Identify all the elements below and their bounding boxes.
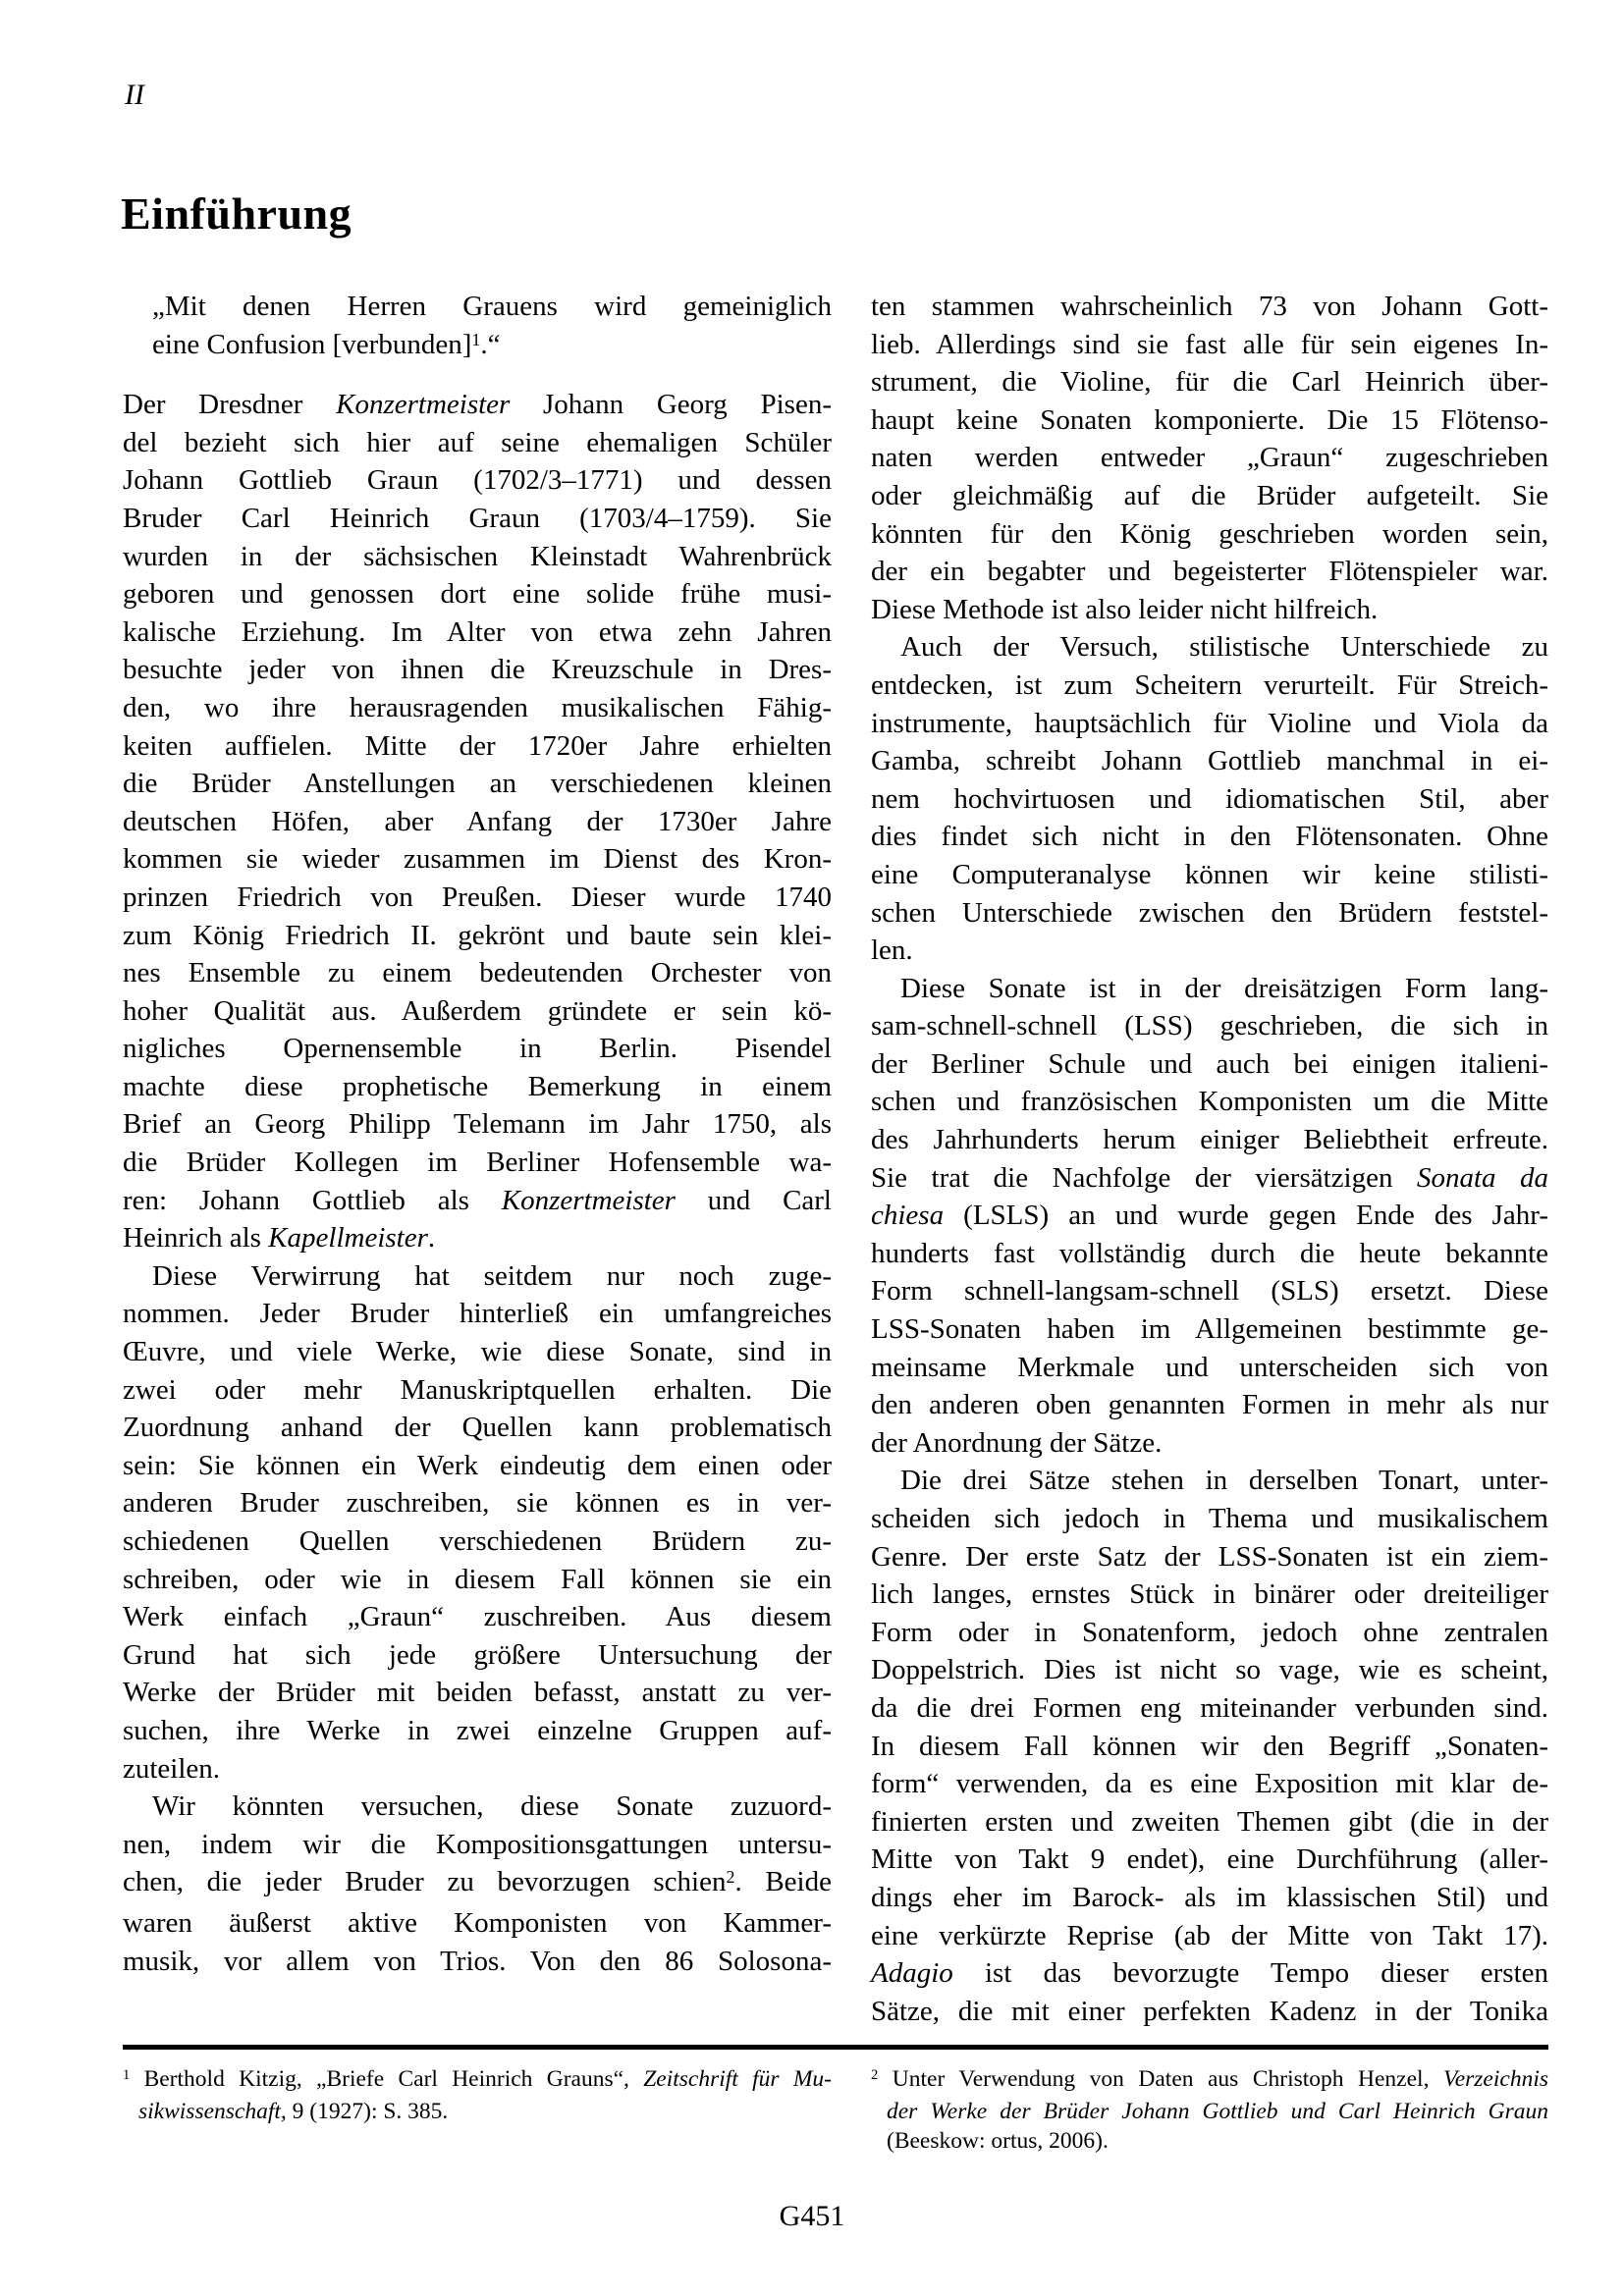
text-line	[871, 1045, 1548, 1084]
text-run: schen und französischen Komponisten um die Mitte	[871, 1086, 1548, 1118]
text-line	[871, 932, 1548, 970]
text-line	[871, 1728, 1548, 1766]
text-run: (Beeskow: ortus, 2006).	[887, 2128, 1109, 2154]
text-run: Zeitschrift für Mu-	[643, 2066, 832, 2092]
text-line	[123, 954, 832, 992]
text-run: Die drei Sätze stehen in derselben Tonart, unter-	[900, 1465, 1548, 1497]
text-run: nem hochvirtuosen und idiomatischen Stil, aber	[871, 782, 1548, 815]
text-line	[871, 1614, 1548, 1652]
text-line	[123, 461, 832, 500]
text-run: del bezieht sich hier auf seine ehemaligen Schüler	[123, 426, 832, 458]
text-line	[871, 970, 1548, 1008]
text-run: In diesem Fall können wir den Begriff „Sonaten-	[871, 1730, 1548, 1762]
text-line	[123, 1333, 832, 1371]
text-run: (LSLS) an und wurde gegen Ende des Jahr-	[944, 1200, 1548, 1232]
text-line	[123, 424, 832, 462]
footnote-ref: 2	[871, 2067, 879, 2084]
text-run: zuteilen.	[123, 1752, 221, 1785]
text-run: keiten auffielen. Mitte der 1720er Jahre erhielten	[123, 729, 832, 762]
text-run: der Anordnung der Sätze.	[871, 1426, 1163, 1459]
text-run: Johann Gottlieb Graun (1702/3–1771) und dessen	[123, 464, 832, 497]
text-line	[123, 1522, 832, 1561]
text-line	[123, 1788, 832, 1826]
text-run: waren äußerst aktive Komponisten von Kammer-	[123, 1906, 832, 1939]
text-line	[123, 575, 832, 614]
text-run: Gamba, schreibt Johann Gottlieb manchmal in ei-	[871, 745, 1548, 777]
text-line	[871, 1500, 1548, 1538]
text-run: Johann Georg Pisen-	[510, 389, 832, 421]
text-line	[871, 1879, 1548, 1917]
text-line	[123, 288, 832, 326]
text-line	[123, 326, 832, 367]
text-line	[123, 538, 832, 576]
text-run: Unter Verwendung von Daten aus Christoph Henzel,	[878, 2066, 1443, 2092]
footnotes	[123, 2064, 1548, 2156]
footnote-ref: 2	[726, 1867, 735, 1888]
text-run: sikwissenschaft,	[138, 2099, 287, 2124]
left-column	[123, 288, 832, 2030]
text-run: ist das bevorzugte Tempo dieser ersten	[952, 1957, 1548, 1990]
text-line	[871, 1803, 1548, 1842]
text-run: Adagio	[871, 1957, 953, 1990]
text-line	[123, 1636, 832, 1675]
text-run: 9 (1927): S. 385.	[286, 2099, 449, 2124]
right-column	[871, 288, 1548, 2030]
text-run: Sätze, die mit einer perfekten Kadenz in der Tonika	[871, 1995, 1548, 2027]
text-run: Grund hat sich jede größere Untersuchung der	[123, 1638, 832, 1671]
text-run: LSS-Sonaten haben im Allgemeinen bestimmte ge-	[871, 1313, 1548, 1346]
text-run: Verzeichnis	[1442, 2066, 1548, 2092]
text-line	[871, 2126, 1548, 2156]
text-line	[871, 363, 1548, 401]
text-run: haupt keine Sonaten komponierte. Die 15 Flötenso-	[871, 403, 1548, 436]
text-run: Bruder Carl Heinrich Graun (1703/4–1759). Sie	[123, 502, 832, 534]
text-line	[871, 1121, 1548, 1159]
text-line	[123, 614, 832, 652]
text-line	[871, 1083, 1548, 1121]
text-line	[123, 2064, 832, 2097]
text-line	[123, 917, 832, 955]
text-run: . Beide	[734, 1866, 832, 1898]
text-line	[871, 818, 1548, 856]
text-run: der ein begabter und begeisterter Flötenspieler war.	[871, 556, 1548, 588]
text-line	[871, 1424, 1548, 1463]
text-run: Kapellmeister	[268, 1222, 428, 1255]
text-line	[871, 856, 1548, 894]
text-line	[123, 1943, 832, 1981]
text-run: Form oder in Sonatenform, jedoch ohne zentralen	[871, 1616, 1548, 1648]
text-run: chiesa	[871, 1200, 945, 1232]
text-run: geboren und genossen dort eine solide frühe musi-	[123, 578, 832, 611]
footnote-2	[871, 2064, 1548, 2156]
text-run: lich langes, ernstes Stück in binärer oder dreiteiliger	[871, 1578, 1548, 1611]
text-run: Diese Sonate ist in der dreisätzigen Form lang-	[900, 972, 1548, 1004]
text-run: musik, vor allem von Trios. Von den 86 Solosona-	[123, 1945, 832, 1977]
text-line	[871, 1272, 1548, 1310]
text-run: Werke der Brüder mit beiden befasst, anstatt zu ver-	[123, 1677, 832, 1709]
text-run: Genre. Der erste Satz der LSS-Sonaten ist ein ziem-	[871, 1540, 1548, 1573]
text-run: naten werden entweder „Graun“ zugeschrieben	[871, 442, 1548, 474]
text-line	[123, 840, 832, 879]
text-run: entdecken, ist zum Scheitern verurteilt. Für Streich-	[871, 668, 1548, 701]
text-line	[871, 515, 1548, 554]
text-line	[871, 326, 1548, 364]
text-line	[871, 1007, 1548, 1045]
text-run: da die drei Formen eng miteinander verbunden sind.	[871, 1691, 1548, 1724]
text-line	[871, 667, 1548, 705]
text-line	[123, 1182, 832, 1220]
text-run: hoher Qualität aus. Außerdem gründete er sein kö-	[123, 994, 832, 1027]
text-line	[871, 1349, 1548, 1387]
text-run: Konzertmeister	[501, 1184, 676, 1216]
text-run: nigliches Opernensemble in Berlin. Pisendel	[123, 1033, 832, 1065]
text-run: .	[427, 1222, 436, 1255]
text-line	[871, 288, 1548, 326]
text-run: Sonata da	[1416, 1161, 1548, 1194]
text-line	[123, 727, 832, 766]
text-run: Sie trat die Nachfolge der viersätzigen	[871, 1161, 1417, 1194]
text-line	[123, 1257, 832, 1296]
text-run: kommen sie wieder zusammen im Dienst des Kron-	[123, 843, 832, 876]
text-run: nen, indem wir die Kompositionsgattungen untersu-	[123, 1828, 832, 1860]
text-run: Heinrich als	[123, 1222, 269, 1255]
text-line	[871, 780, 1548, 819]
footnote-1	[123, 2064, 832, 2156]
text-run: scheiden sich jedoch in Thema und musikalischem	[871, 1503, 1548, 1534]
text-run: schen Unterschiede zwischen den Brüdern feststel-	[871, 896, 1548, 929]
text-run: Werk einfach „Graun“ zuschreiben. Aus diesem	[123, 1601, 832, 1633]
text-line	[123, 1068, 832, 1106]
text-run: kalische Erziehung. Im Alter von etwa zehn Jahren	[123, 615, 832, 648]
text-line	[871, 1538, 1548, 1576]
text-line	[871, 1575, 1548, 1614]
text-run: die Brüder Kollegen im Berliner Hofensemble wa-	[123, 1147, 832, 1179]
text-line	[123, 1750, 832, 1789]
text-line	[123, 1105, 832, 1144]
text-line	[871, 1651, 1548, 1689]
text-line	[123, 992, 832, 1031]
text-line	[871, 2064, 1548, 2097]
text-run: zum König Friedrich II. gekrönt und baute sein klei-	[123, 919, 832, 951]
text-line	[123, 1484, 832, 1522]
text-run: hunderts fast vollständig durch die heute bekannte	[871, 1237, 1548, 1269]
text-line	[123, 1447, 832, 1485]
text-run: eine Computeranalyse können wir keine stilisti-	[871, 858, 1548, 890]
text-line	[871, 477, 1548, 515]
text-run: sam-schnell-schnell (LSS) geschrieben, die sich in	[871, 1010, 1548, 1042]
text-run: Auch der Versuch, stilistische Unterschiede zu	[900, 631, 1548, 664]
text-run: schiedenen Quellen verschiedenen Brüdern zu-	[123, 1525, 832, 1557]
text-line	[871, 2097, 1548, 2126]
text-run: finierten ersten und zweiten Themen gibt (die in der	[871, 1805, 1548, 1838]
text-line	[871, 628, 1548, 667]
text-line	[123, 1371, 832, 1410]
text-line	[871, 1993, 1548, 2031]
text-run: instrumente, hauptsächlich für Violine und Viola da	[871, 707, 1548, 739]
text-run: besuchte jeder von ihnen die Kreuzschule in Dres-	[123, 654, 832, 686]
text-run: .“	[480, 328, 501, 360]
text-line	[871, 1197, 1548, 1235]
text-run: Mitte von Takt 9 endet), eine Durchführung (aller-	[871, 1843, 1548, 1876]
text-line	[123, 1295, 832, 1333]
text-line	[871, 1765, 1548, 1803]
text-run: den anderen oben genannten Formen in mehr als nur	[871, 1389, 1548, 1421]
text-run: len.	[871, 934, 913, 967]
text-line	[871, 553, 1548, 591]
text-run: prinzen Friedrich von Preußen. Dieser wurde 1740	[123, 881, 832, 913]
text-run: nommen. Jeder Bruder hinterließ ein umfangreiches	[123, 1298, 832, 1330]
text-line	[123, 1561, 832, 1599]
text-run: der Werke der Brüder Johann Gottlieb und Carl Heinrich Graun	[887, 2099, 1548, 2124]
text-run: den, wo ihre herausragenden musikalischen Fähig-	[123, 691, 832, 723]
text-run: strument, die Violine, für die Carl Heinrich über-	[871, 366, 1548, 399]
text-run: des Jahrhunderts herum einiger Beliebtheit erfreute.	[871, 1124, 1548, 1156]
text-run: „Mit denen Herren Grauens wird gemeiniglich	[152, 291, 832, 322]
text-run: eine Confusion [verbunden]	[152, 328, 472, 360]
text-run: dies findet sich nicht in den Flötensonaten. Ohne	[871, 821, 1548, 853]
text-line	[871, 1689, 1548, 1728]
text-line	[123, 1904, 832, 1943]
text-line	[871, 439, 1548, 477]
text-line	[871, 705, 1548, 743]
text-run: Diese Verwirrung hat seitdem nur noch zuge-	[152, 1259, 832, 1292]
text-run: meinsame Merkmale und unterscheiden sich von	[871, 1351, 1548, 1383]
text-line	[123, 1144, 832, 1182]
text-line	[871, 1310, 1548, 1349]
text-line	[871, 591, 1548, 629]
text-run: machte diese prophetische Bemerkung in einem	[123, 1070, 832, 1102]
text-line	[123, 1674, 832, 1712]
body-text	[123, 288, 1548, 2030]
text-line	[871, 1462, 1548, 1500]
text-run: schreiben, oder wie in diesem Fall können sie ein	[123, 1563, 832, 1595]
text-run: der Berliner Schule und auch bei einigen italieni-	[871, 1047, 1548, 1080]
text-line	[871, 1235, 1548, 1273]
text-run: Der Dresdner	[123, 389, 337, 421]
text-line	[871, 1954, 1548, 1993]
text-run: anderen Bruder zuschreiben, sie können es in ver-	[123, 1487, 832, 1520]
text-run: deutschen Höfen, aber Anfang der 1730er Jahre	[123, 805, 832, 837]
footnote-ref: 1	[471, 329, 481, 349]
text-run: lieb. Allerdings sind sie fast alle für sein eigenes In-	[871, 328, 1548, 360]
text-run: Œuvre, und viele Werke, wie diese Sonate, sind in	[123, 1336, 832, 1368]
text-line	[123, 1409, 832, 1447]
text-line	[871, 742, 1548, 780]
text-line	[871, 1159, 1548, 1198]
text-line	[871, 1917, 1548, 1955]
text-line	[123, 689, 832, 727]
text-line	[123, 1712, 832, 1750]
text-line	[123, 500, 832, 538]
page-number: II	[125, 79, 144, 111]
text-line	[123, 1598, 832, 1636]
text-line	[123, 1826, 832, 1864]
footnote-ref: 1	[123, 2067, 131, 2084]
text-line	[123, 879, 832, 917]
text-line	[123, 1863, 832, 1904]
text-line	[871, 401, 1548, 440]
plate-number: G451	[779, 2200, 845, 2232]
text-run: wurden in der sächsischen Kleinstadt Wahrenbrück	[123, 540, 832, 572]
text-line	[123, 651, 832, 689]
text-run: chen, die jeder Bruder zu bevorzugen schien	[123, 1866, 727, 1898]
text-run: oder gleichmäßig auf die Brüder aufgeteilt. Sie	[871, 479, 1548, 511]
text-run: Konzertmeister	[336, 389, 511, 421]
text-run: sein: Sie können ein Werk eindeutig dem einen oder	[123, 1449, 832, 1481]
text-run: und Carl	[675, 1184, 832, 1216]
text-line	[123, 1219, 832, 1257]
text-run: Diese Methode ist also leider nicht hilfreich.	[871, 593, 1379, 625]
text-run: nes Ensemble zu einem bedeutenden Orchester von	[123, 957, 832, 989]
text-run: Zuordnung anhand der Quellen kann problematisch	[123, 1412, 832, 1444]
text-run: form“ verwenden, da es eine Exposition mit klar de-	[871, 1768, 1548, 1800]
text-run: dings eher im Barock- als im klassischen Stil) und	[871, 1881, 1548, 1913]
text-line	[123, 765, 832, 803]
text-run: Doppelstrich. Dies ist nicht so vage, wie es scheint,	[871, 1654, 1548, 1686]
text-run: Wir könnten versuchen, diese Sonate zuzuord-	[152, 1790, 832, 1823]
text-line	[123, 1030, 832, 1068]
text-run: ren: Johann Gottlieb als	[123, 1184, 502, 1216]
footnote-rule	[123, 2045, 1548, 2050]
text-run: zwei oder mehr Manuskriptquellen erhalten. Die	[123, 1373, 832, 1406]
text-run: ten stammen wahrscheinlich 73 von Johann Gott-	[871, 291, 1548, 322]
text-run: die Brüder Anstellungen an verschiedenen kleinen	[123, 768, 832, 800]
text-line	[123, 2097, 832, 2126]
text-run: könnten für den König geschrieben worden sein,	[871, 517, 1548, 550]
text-line	[871, 1841, 1548, 1879]
text-line	[871, 894, 1548, 933]
text-line	[871, 1386, 1548, 1424]
text-run: Form schnell-langsam-schnell (SLS) ersetzt. Diese	[871, 1275, 1548, 1308]
section-title: Einführung	[121, 188, 352, 239]
text-run: eine verkürzte Reprise (ab der Mitte von Takt 17).	[871, 1919, 1548, 1951]
text-run: Brief an Georg Philipp Telemann im Jahr 1750, als	[123, 1108, 832, 1141]
text-run: Berthold Kitzig, „Briefe Carl Heinrich Grauns“,	[130, 2066, 644, 2092]
text-run: suchen, ihre Werke in zwei einzelne Gruppen auf-	[123, 1714, 832, 1746]
text-line	[123, 386, 832, 424]
text-line	[123, 803, 832, 841]
